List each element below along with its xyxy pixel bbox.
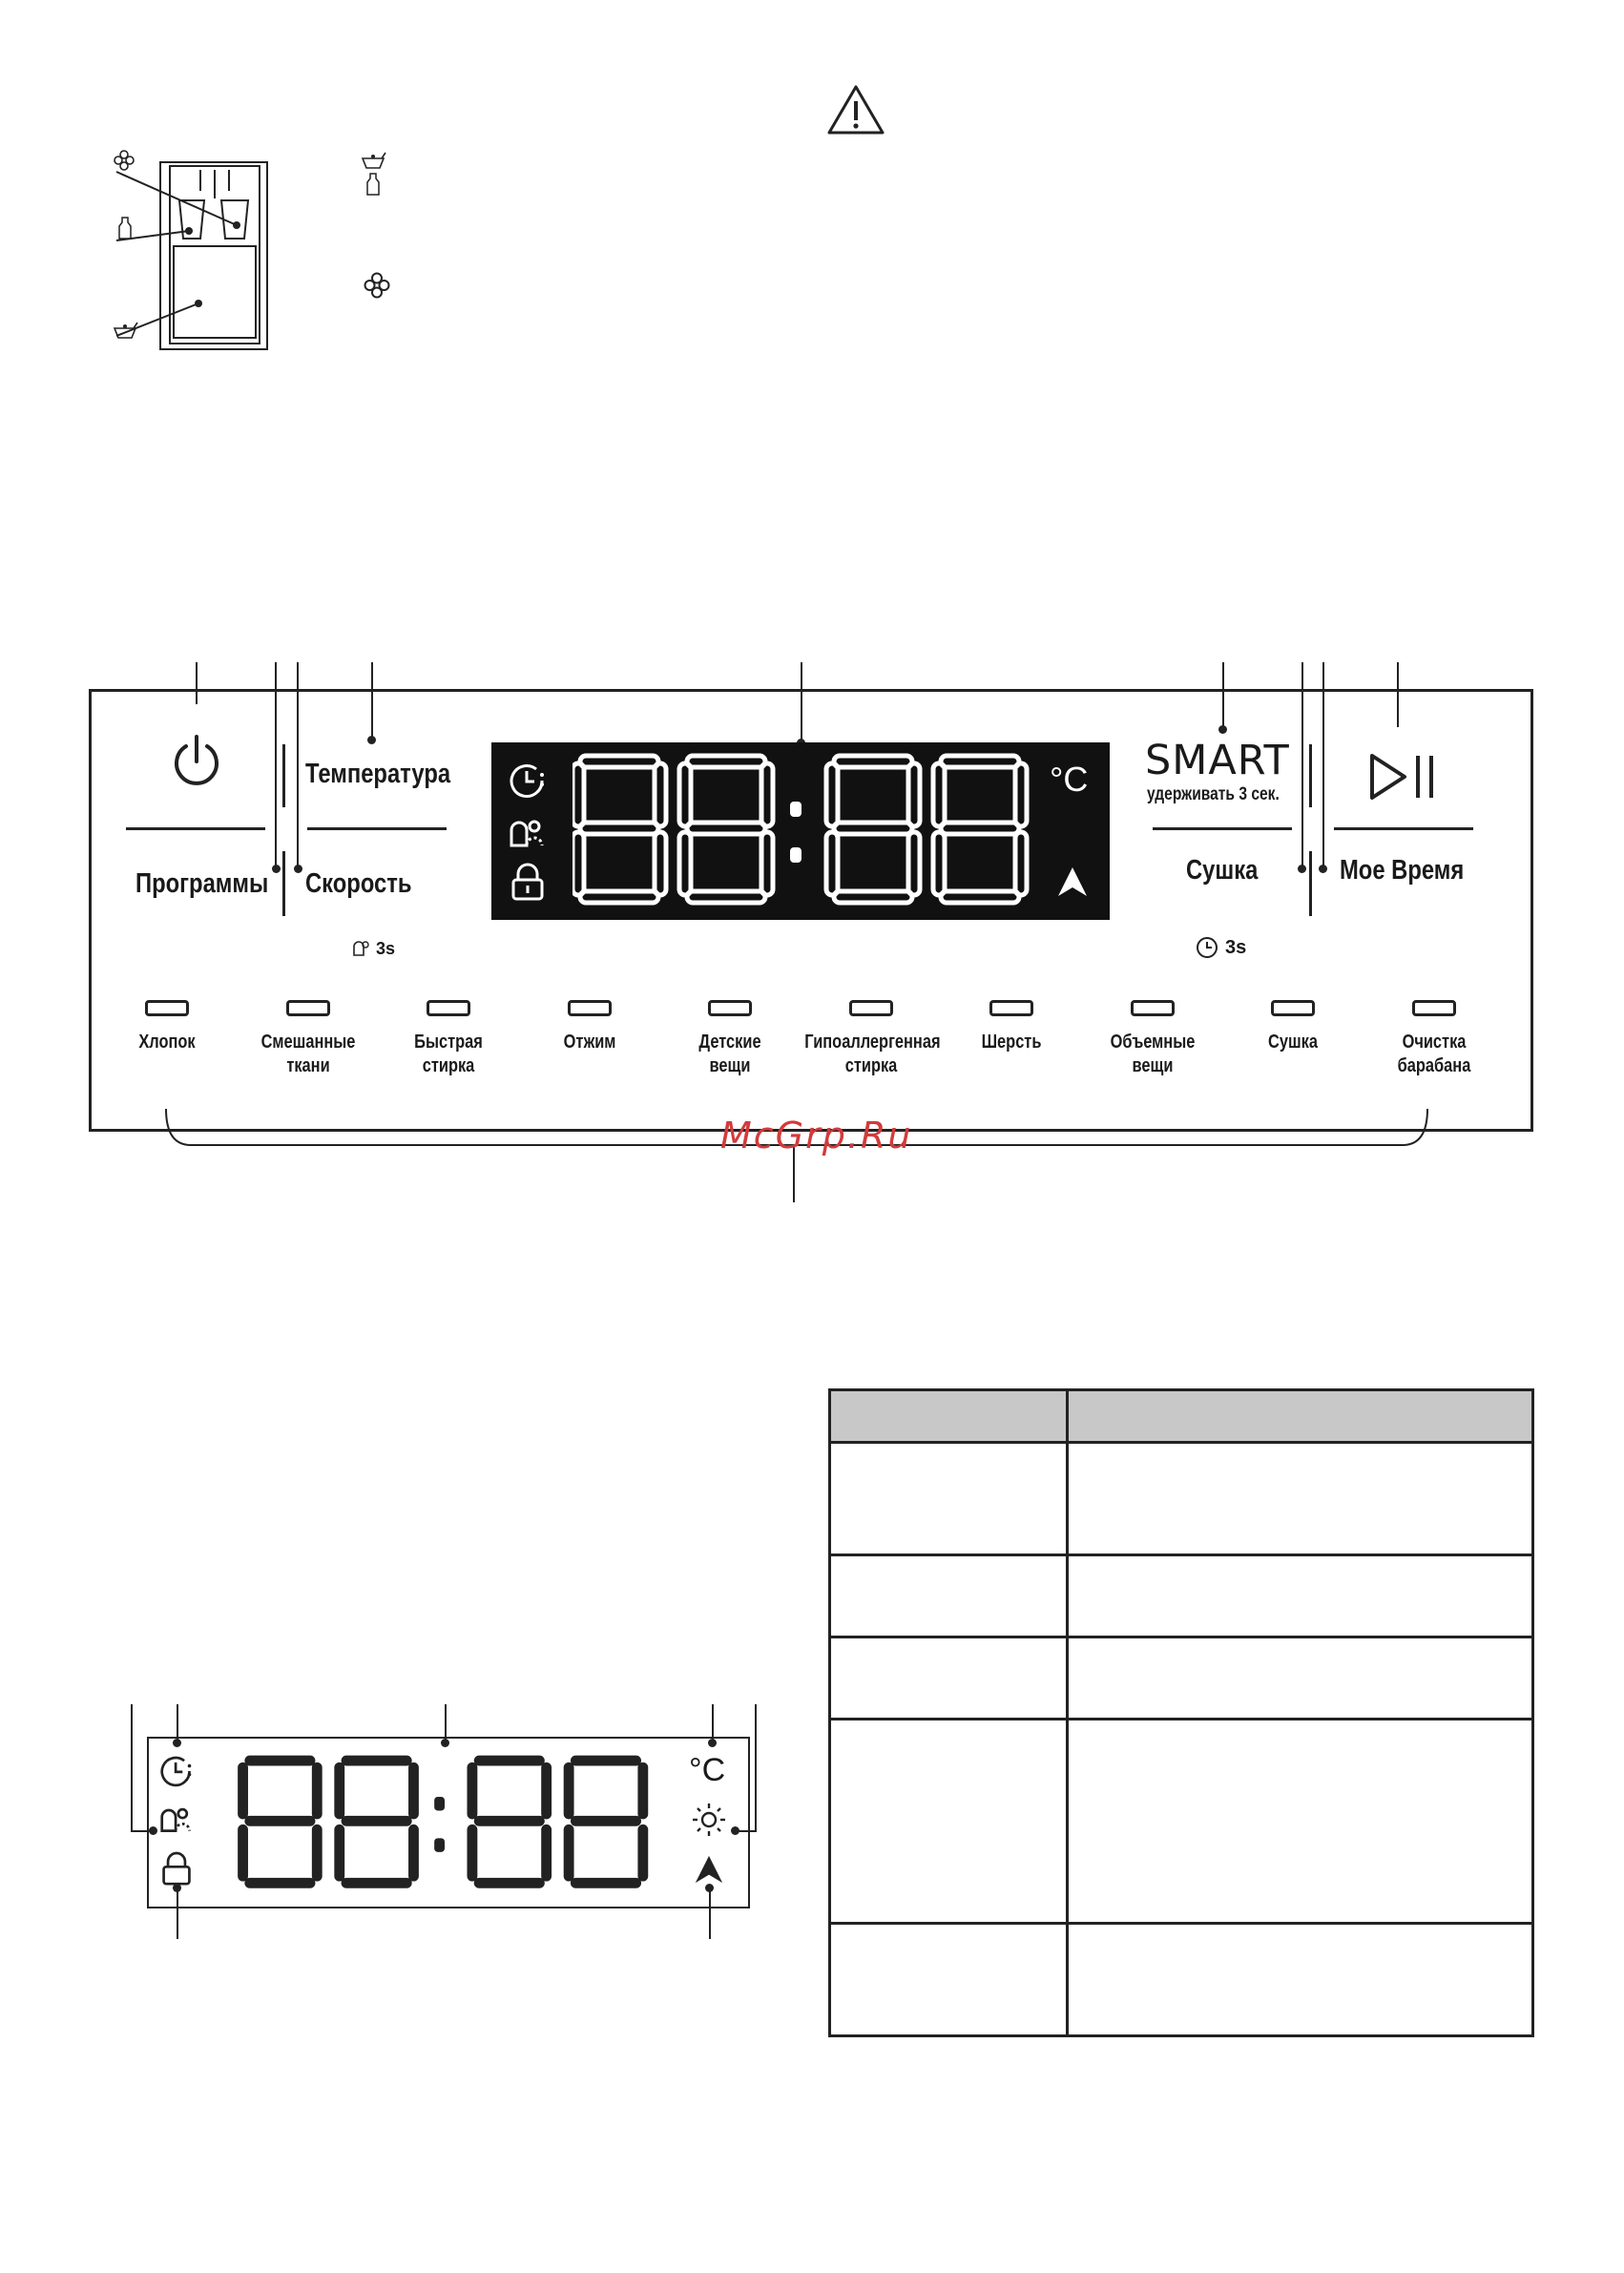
program-label [945, 1031, 1077, 1054]
program-button[interactable] [1271, 1000, 1315, 1016]
lock-hint-text: 3s [376, 939, 396, 958]
flower-icon [113, 149, 135, 172]
program-label-line1: Шерсть [981, 1032, 1042, 1053]
delay-timer-icon [508, 761, 548, 800]
lock-icon [510, 863, 546, 903]
warning-icon [826, 84, 885, 136]
program-label-line2: стирка [422, 1055, 475, 1076]
table-row [830, 1720, 1533, 1924]
seven-segment-digits [573, 752, 1031, 910]
program-label-line1: Очистка [1402, 1032, 1466, 1053]
temperature-label[interactable]: Температура [305, 759, 451, 789]
table-cell [1068, 1637, 1533, 1720]
program-button[interactable] [989, 1000, 1033, 1016]
program-label [100, 1031, 233, 1054]
timer-hint-text: 3s [1225, 937, 1247, 958]
bottle-icon [116, 216, 134, 240]
table-cell [830, 1555, 1068, 1637]
program-label-line2: барабана [1397, 1055, 1470, 1076]
program-label-line2: вещи [1132, 1055, 1173, 1076]
smart-label[interactable]: SMART [1145, 737, 1290, 784]
child-lock-icon [158, 1802, 195, 1836]
program-label-line1: Объемные [1110, 1032, 1195, 1053]
program-button[interactable] [145, 1000, 189, 1016]
table-cell [1068, 1924, 1533, 2036]
table-cell [1068, 1443, 1533, 1555]
power-icon[interactable] [168, 731, 225, 788]
program-label [1086, 1031, 1218, 1078]
table-cell [1068, 1720, 1533, 1924]
table-cell [830, 1637, 1068, 1720]
delay-timer-icon [158, 1754, 195, 1788]
auto-icon [1055, 865, 1090, 899]
temperature-unit: °C [689, 1752, 726, 1788]
sun-icon [691, 1802, 727, 1838]
programs-label[interactable]: Программы [135, 868, 269, 899]
auto-icon [693, 1853, 725, 1886]
program-button[interactable] [1412, 1000, 1456, 1016]
lock-icon [160, 1851, 193, 1887]
table-row [830, 1443, 1533, 1555]
program-label-line1: Отжим [563, 1032, 615, 1053]
table-row [830, 1555, 1533, 1637]
detergent-icon [113, 321, 139, 340]
program-label [241, 1031, 374, 1078]
program-label-line2: стирка [844, 1055, 897, 1076]
program-button[interactable] [427, 1000, 470, 1016]
legend-table [828, 1388, 1534, 2037]
program-label-line2: вещи [709, 1055, 751, 1076]
program-label [1226, 1031, 1359, 1054]
table-header-row [830, 1390, 1533, 1443]
speed-label[interactable]: Скорость [305, 868, 412, 899]
program-label [382, 1031, 514, 1078]
program-label [523, 1031, 656, 1054]
table-cell [830, 1924, 1068, 2036]
program-label [1367, 1031, 1500, 1078]
play-pause-icon[interactable] [1368, 752, 1441, 802]
program-label [803, 1031, 941, 1078]
table-row [830, 1637, 1533, 1720]
bottle-icon [364, 172, 382, 197]
table-row [830, 1924, 1533, 2036]
my-time-label[interactable]: Мое Время [1340, 855, 1465, 886]
program-button[interactable] [708, 1000, 752, 1016]
program-label-line1: Смешанные [260, 1032, 355, 1053]
table-header-cell [830, 1390, 1068, 1443]
program-label-line1: Гипоаллергенная [803, 1032, 941, 1053]
table-cell [830, 1720, 1068, 1924]
detergent-icon [361, 151, 387, 170]
table-cell [830, 1443, 1068, 1555]
temperature-unit: °C [1050, 760, 1089, 799]
program-label-line1: Хлопок [138, 1032, 196, 1053]
program-label-line1: Сушка [1268, 1032, 1318, 1053]
child-lock-icon [351, 937, 372, 958]
flower-icon [363, 271, 391, 300]
program-button[interactable] [849, 1000, 893, 1016]
table-header-cell [1068, 1390, 1533, 1443]
program-button[interactable] [1131, 1000, 1175, 1016]
table-cell [1068, 1555, 1533, 1637]
seven-segment-digits [225, 1752, 664, 1895]
child-lock-icon [508, 813, 548, 851]
program-button[interactable] [568, 1000, 612, 1016]
program-button[interactable] [286, 1000, 330, 1016]
program-label-line1: Детские [698, 1032, 761, 1053]
program-label [663, 1031, 796, 1078]
timer-icon [1195, 935, 1219, 960]
watermark: McGrp.Ru [720, 1115, 913, 1157]
detergent-drawer-diagram [105, 143, 448, 372]
program-label-line2: ткани [285, 1055, 330, 1076]
program-label-line1: Быстрая [414, 1032, 483, 1053]
smart-hold-label: удерживать 3 сек. [1147, 784, 1280, 804]
drying-label[interactable]: Сушка [1186, 855, 1259, 886]
